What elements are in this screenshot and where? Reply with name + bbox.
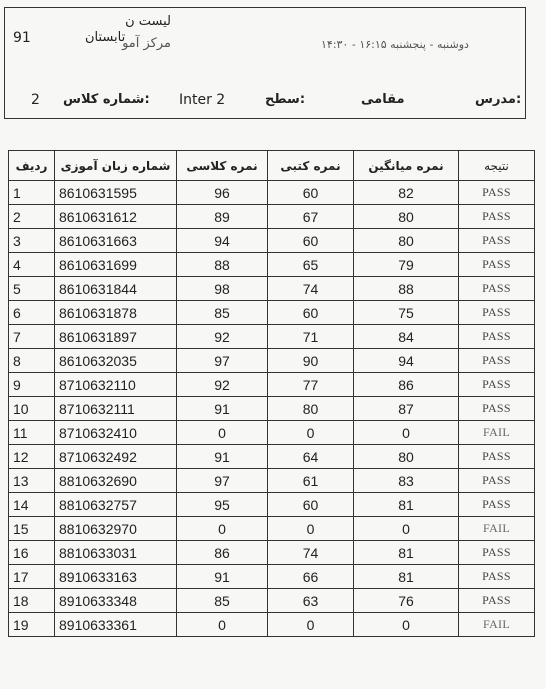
result-cell: FAIL xyxy=(459,421,535,445)
table-row xyxy=(9,253,535,277)
average-score-cell: 75 xyxy=(354,301,459,325)
student-id-cell: 8610631699 xyxy=(55,253,177,277)
result-cell: PASS xyxy=(459,181,535,205)
written-score-cell: 63 xyxy=(268,589,354,613)
result-cell: PASS xyxy=(459,301,535,325)
class-score-cell: 88 xyxy=(177,253,268,277)
average-score-cell: 86 xyxy=(354,373,459,397)
row-number-cell: 14 xyxy=(9,493,55,517)
table-row xyxy=(9,325,535,349)
col-header-result: نتیجه xyxy=(459,151,535,181)
student-id-cell: 8910633163 xyxy=(55,565,177,589)
student-id-cell: 8710632410 xyxy=(55,421,177,445)
average-score-cell: 94 xyxy=(354,349,459,373)
average-score-cell: 84 xyxy=(354,325,459,349)
row-number-cell: 4 xyxy=(9,253,55,277)
average-score-cell: 79 xyxy=(354,253,459,277)
written-score-cell: 60 xyxy=(268,493,354,517)
row-number-cell: 9 xyxy=(9,373,55,397)
class-score-cell: 85 xyxy=(177,589,268,613)
student-id-cell: 8710632110 xyxy=(55,373,177,397)
col-header-student-id: شماره زبان آموزی xyxy=(55,151,177,181)
col-header-class-score: نمره کلاسی xyxy=(177,151,268,181)
average-score-cell: 0 xyxy=(354,613,459,637)
class-score-cell: 91 xyxy=(177,445,268,469)
table-row xyxy=(9,541,535,565)
class-score-cell: 92 xyxy=(177,373,268,397)
average-score-cell: 80 xyxy=(354,229,459,253)
written-score-cell: 61 xyxy=(268,469,354,493)
col-header-written-score: نمره کتبی xyxy=(268,151,354,181)
result-cell: PASS xyxy=(459,253,535,277)
table-row xyxy=(9,469,535,493)
class-score-cell: 98 xyxy=(177,277,268,301)
class-score-cell: 85 xyxy=(177,301,268,325)
col-header-row: ردیف xyxy=(9,151,55,181)
teacher-value: مقامی xyxy=(361,92,405,107)
class-score-cell: 0 xyxy=(177,613,268,637)
table-row xyxy=(9,277,535,301)
average-score-cell: 0 xyxy=(354,517,459,541)
average-score-cell: 83 xyxy=(354,469,459,493)
written-score-cell: 71 xyxy=(268,325,354,349)
table-row xyxy=(9,397,535,421)
table-row xyxy=(9,421,535,445)
table-row xyxy=(9,517,535,541)
average-score-cell: 81 xyxy=(354,493,459,517)
written-score-cell: 60 xyxy=(268,181,354,205)
class-info-header xyxy=(4,7,526,119)
table-header-row xyxy=(9,151,535,181)
average-score-cell: 80 xyxy=(354,445,459,469)
written-score-cell: 74 xyxy=(268,541,354,565)
written-score-cell: 65 xyxy=(268,253,354,277)
written-score-cell: 74 xyxy=(268,277,354,301)
row-number-cell: 3 xyxy=(9,229,55,253)
row-number-cell: 10 xyxy=(9,397,55,421)
student-id-cell: 8810632970 xyxy=(55,517,177,541)
student-id-cell: 8610632035 xyxy=(55,349,177,373)
written-score-cell: 64 xyxy=(268,445,354,469)
average-score-cell: 82 xyxy=(354,181,459,205)
student-id-cell: 8610631897 xyxy=(55,325,177,349)
table-row xyxy=(9,613,535,637)
table-row xyxy=(9,445,535,469)
average-score-cell: 87 xyxy=(354,397,459,421)
result-cell: PASS xyxy=(459,229,535,253)
result-cell: PASS xyxy=(459,325,535,349)
result-cell: PASS xyxy=(459,541,535,565)
grades-table xyxy=(8,150,535,637)
row-number-cell: 2 xyxy=(9,205,55,229)
level-value: Inter 2 xyxy=(179,92,226,108)
written-score-cell: 67 xyxy=(268,205,354,229)
student-id-cell: 8610631663 xyxy=(55,229,177,253)
class-schedule: دوشنبه - پنجشنبه ۱۶:۱۵ - ۱۴:۳۰ xyxy=(321,38,469,51)
class-score-cell: 89 xyxy=(177,205,268,229)
row-number-cell: 13 xyxy=(9,469,55,493)
result-cell: PASS xyxy=(459,205,535,229)
student-id-cell: 8710632111 xyxy=(55,397,177,421)
row-number-cell: 8 xyxy=(9,349,55,373)
average-score-cell: 76 xyxy=(354,589,459,613)
teacher-label: مدرس: xyxy=(475,92,522,107)
row-number-cell: 6 xyxy=(9,301,55,325)
row-number-cell: 5 xyxy=(9,277,55,301)
average-score-cell: 81 xyxy=(354,541,459,565)
student-id-cell: 8610631878 xyxy=(55,301,177,325)
row-number-cell: 17 xyxy=(9,565,55,589)
average-score-cell: 0 xyxy=(354,421,459,445)
result-cell: PASS xyxy=(459,277,535,301)
result-cell: PASS xyxy=(459,589,535,613)
class-score-cell: 86 xyxy=(177,541,268,565)
table-row xyxy=(9,589,535,613)
row-number-cell: 1 xyxy=(9,181,55,205)
written-score-cell: 60 xyxy=(268,301,354,325)
table-row xyxy=(9,373,535,397)
row-number-cell: 7 xyxy=(9,325,55,349)
written-score-cell: 90 xyxy=(268,349,354,373)
class-score-cell: 0 xyxy=(177,421,268,445)
table-row xyxy=(9,301,535,325)
class-number-label: شماره کلاس: xyxy=(63,92,150,107)
table-body xyxy=(9,181,535,637)
result-cell: PASS xyxy=(459,445,535,469)
table-row xyxy=(9,349,535,373)
student-id-cell: 8810633031 xyxy=(55,541,177,565)
written-score-cell: 60 xyxy=(268,229,354,253)
level-label: سطح: xyxy=(265,92,306,107)
result-cell: PASS xyxy=(459,493,535,517)
class-score-cell: 97 xyxy=(177,469,268,493)
row-number-cell: 16 xyxy=(9,541,55,565)
result-cell: PASS xyxy=(459,469,535,493)
student-id-cell: 8810632757 xyxy=(55,493,177,517)
average-score-cell: 88 xyxy=(354,277,459,301)
class-score-cell: 91 xyxy=(177,397,268,421)
student-id-cell: 8610631595 xyxy=(55,181,177,205)
table-row xyxy=(9,493,535,517)
written-score-cell: 0 xyxy=(268,613,354,637)
document-title: لیست ن xyxy=(125,14,171,29)
written-score-cell: 66 xyxy=(268,565,354,589)
table-row xyxy=(9,205,535,229)
student-id-cell: 8910633361 xyxy=(55,613,177,637)
result-cell: PASS xyxy=(459,373,535,397)
result-cell: PASS xyxy=(459,349,535,373)
col-header-average-score: نمره میانگین xyxy=(354,151,459,181)
student-id-cell: 8910633348 xyxy=(55,589,177,613)
year: 91 xyxy=(13,30,31,46)
row-number-cell: 11 xyxy=(9,421,55,445)
class-score-cell: 94 xyxy=(177,229,268,253)
written-score-cell: 80 xyxy=(268,397,354,421)
student-id-cell: 8710632492 xyxy=(55,445,177,469)
row-number-cell: 18 xyxy=(9,589,55,613)
row-number-cell: 19 xyxy=(9,613,55,637)
class-score-cell: 97 xyxy=(177,349,268,373)
table-row xyxy=(9,229,535,253)
class-number-value: 2 xyxy=(31,92,40,108)
result-cell: PASS xyxy=(459,565,535,589)
center-name: مرکز آمو xyxy=(122,36,171,51)
student-id-cell: 8610631844 xyxy=(55,277,177,301)
average-score-cell: 80 xyxy=(354,205,459,229)
result-cell: FAIL xyxy=(459,517,535,541)
student-id-cell: 8610631612 xyxy=(55,205,177,229)
table-row xyxy=(9,565,535,589)
row-number-cell: 15 xyxy=(9,517,55,541)
class-score-cell: 96 xyxy=(177,181,268,205)
class-score-cell: 0 xyxy=(177,517,268,541)
table-row xyxy=(9,181,535,205)
result-cell: FAIL xyxy=(459,613,535,637)
class-score-cell: 92 xyxy=(177,325,268,349)
result-cell: PASS xyxy=(459,397,535,421)
written-score-cell: 0 xyxy=(268,517,354,541)
class-score-cell: 95 xyxy=(177,493,268,517)
class-score-cell: 91 xyxy=(177,565,268,589)
average-score-cell: 81 xyxy=(354,565,459,589)
row-number-cell: 12 xyxy=(9,445,55,469)
student-id-cell: 8810632690 xyxy=(55,469,177,493)
written-score-cell: 0 xyxy=(268,421,354,445)
written-score-cell: 77 xyxy=(268,373,354,397)
term: تابستان xyxy=(85,30,126,45)
